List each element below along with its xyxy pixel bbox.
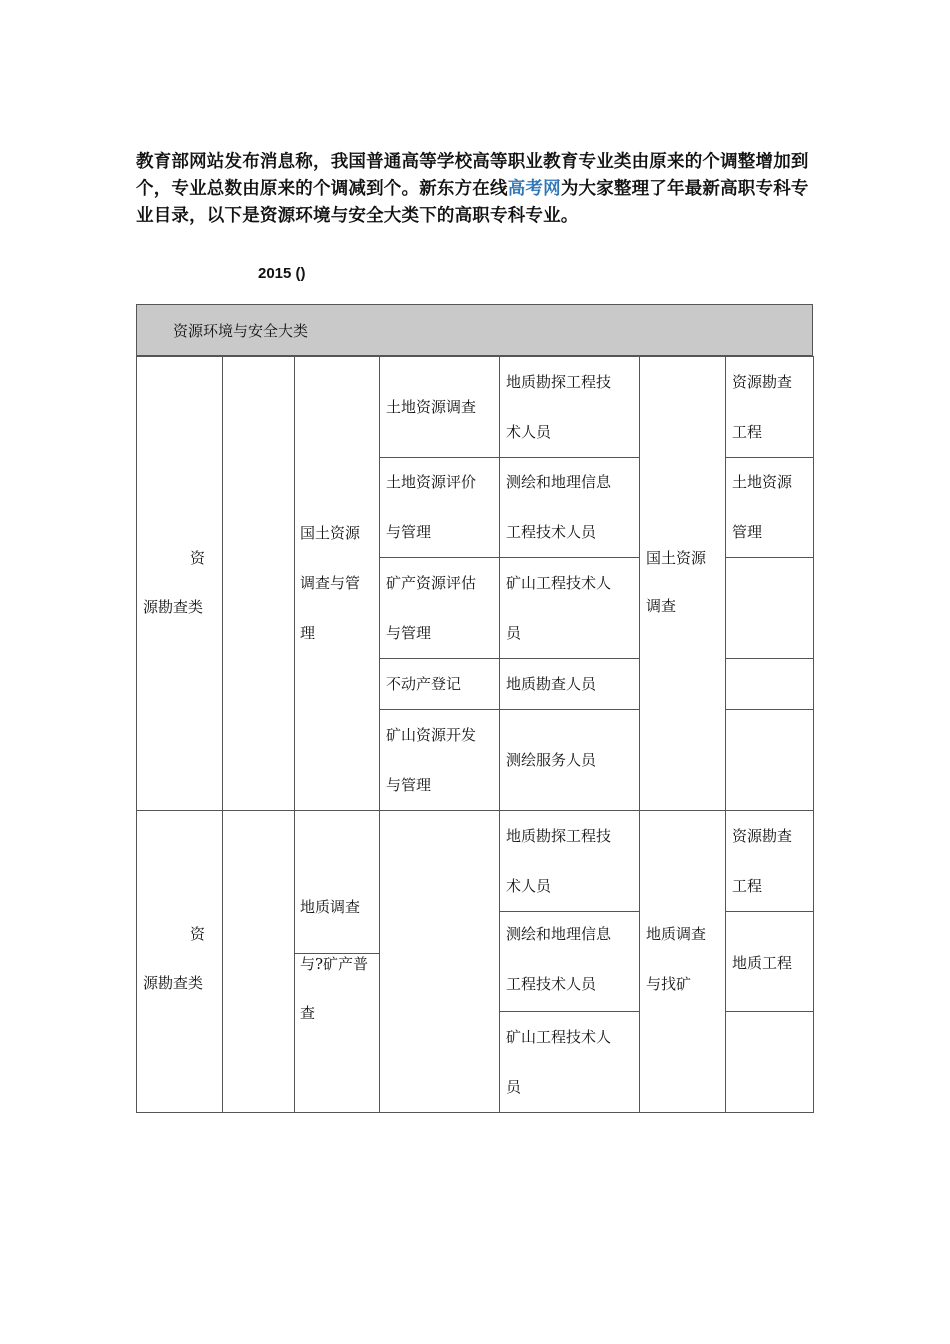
specialty-2-top: 地质调查 bbox=[300, 898, 361, 916]
occupation-2-3-a: 矿山工程技术人 bbox=[506, 1028, 612, 1046]
specialty-1-line3: 理 bbox=[300, 624, 316, 642]
subject-1-5-a: 矿山资源开发 bbox=[386, 726, 477, 744]
intro-text-before-link: 教育部网站发布消息称，我国普通高等学校高等职业教育专业类由原来的个调整增加到个，专业总数由原来的个调减到个。新东方在线 bbox=[136, 152, 809, 199]
subject-1-2-a: 土地资源评价 bbox=[386, 473, 477, 491]
direction-1-b: 调查 bbox=[646, 597, 677, 615]
subject-1-3-b: 与管理 bbox=[386, 624, 432, 642]
cert-2-1-a: 资源勘查 bbox=[732, 827, 793, 845]
specialty-1-line1: 国土资源 bbox=[300, 524, 361, 542]
cert-2-2: 地质工程 bbox=[732, 954, 793, 972]
occupation-2-1-b: 术人员 bbox=[506, 877, 552, 895]
class-name-2b: 源勘查类 bbox=[143, 974, 204, 992]
cert-1-1-b: 工程 bbox=[732, 423, 763, 441]
subject-1-3-a: 矿产资源评估 bbox=[386, 574, 477, 592]
occupation-1-5: 测绘服务人员 bbox=[506, 751, 597, 769]
occupation-1-1-a: 地质勘探工程技 bbox=[506, 373, 612, 391]
direction-1-a: 国土资源 bbox=[646, 549, 707, 567]
occupation-1-1-b: 术人员 bbox=[506, 423, 552, 441]
subject-1-2-b: 与管理 bbox=[386, 523, 432, 541]
specialty-1-line2: 调查与管 bbox=[300, 574, 361, 592]
cert-1-2-a: 土地资源 bbox=[732, 473, 793, 491]
class-name-2a: 资 bbox=[190, 925, 206, 943]
occupation-1-2-a: 测绘和地理信息 bbox=[506, 473, 612, 491]
cert-1-1-a: 资源勘查 bbox=[732, 373, 793, 391]
cert-2-1-b: 工程 bbox=[732, 877, 763, 895]
subject-1-5-b: 与管理 bbox=[386, 776, 432, 794]
occupation-1-2-b: 工程技术人员 bbox=[506, 523, 597, 541]
class-name-1a: 资 bbox=[190, 549, 206, 567]
subject-1-4: 不动产登记 bbox=[386, 675, 462, 693]
occupation-2-2-a: 测绘和地理信息 bbox=[506, 925, 612, 943]
occupation-2-2-b: 工程技术人员 bbox=[506, 975, 597, 993]
category-header-text: 资源环境与安全大类 bbox=[173, 322, 309, 340]
subject-1-1: 土地资源调查 bbox=[386, 398, 477, 416]
occupation-2-1-a: 地质勘探工程技 bbox=[506, 827, 612, 845]
gaokao-link[interactable]: 高考网 bbox=[507, 179, 561, 199]
year-label: 2015 () bbox=[258, 265, 306, 282]
occupation-1-4: 地质勘查人员 bbox=[506, 675, 597, 693]
class-name-1b: 源勘查类 bbox=[143, 598, 204, 616]
specialty-2-bottom-a: 与?矿产普 bbox=[300, 955, 369, 973]
occupation-1-3-b: 员 bbox=[506, 624, 522, 642]
direction-2-a: 地质调查 bbox=[646, 925, 707, 943]
direction-2-b: 与找矿 bbox=[646, 975, 692, 993]
cert-1-2-b: 管理 bbox=[732, 523, 763, 541]
occupation-1-3-a: 矿山工程技术人 bbox=[506, 574, 612, 592]
intro-text-after-link: 为大家整理了年最新高职专科专业目录，以下是资源环境与安全大类下的高职专科专业。 bbox=[136, 179, 809, 226]
specialty-2-bottom-b: 查 bbox=[300, 1004, 316, 1022]
occupation-2-3-b: 员 bbox=[506, 1078, 522, 1096]
